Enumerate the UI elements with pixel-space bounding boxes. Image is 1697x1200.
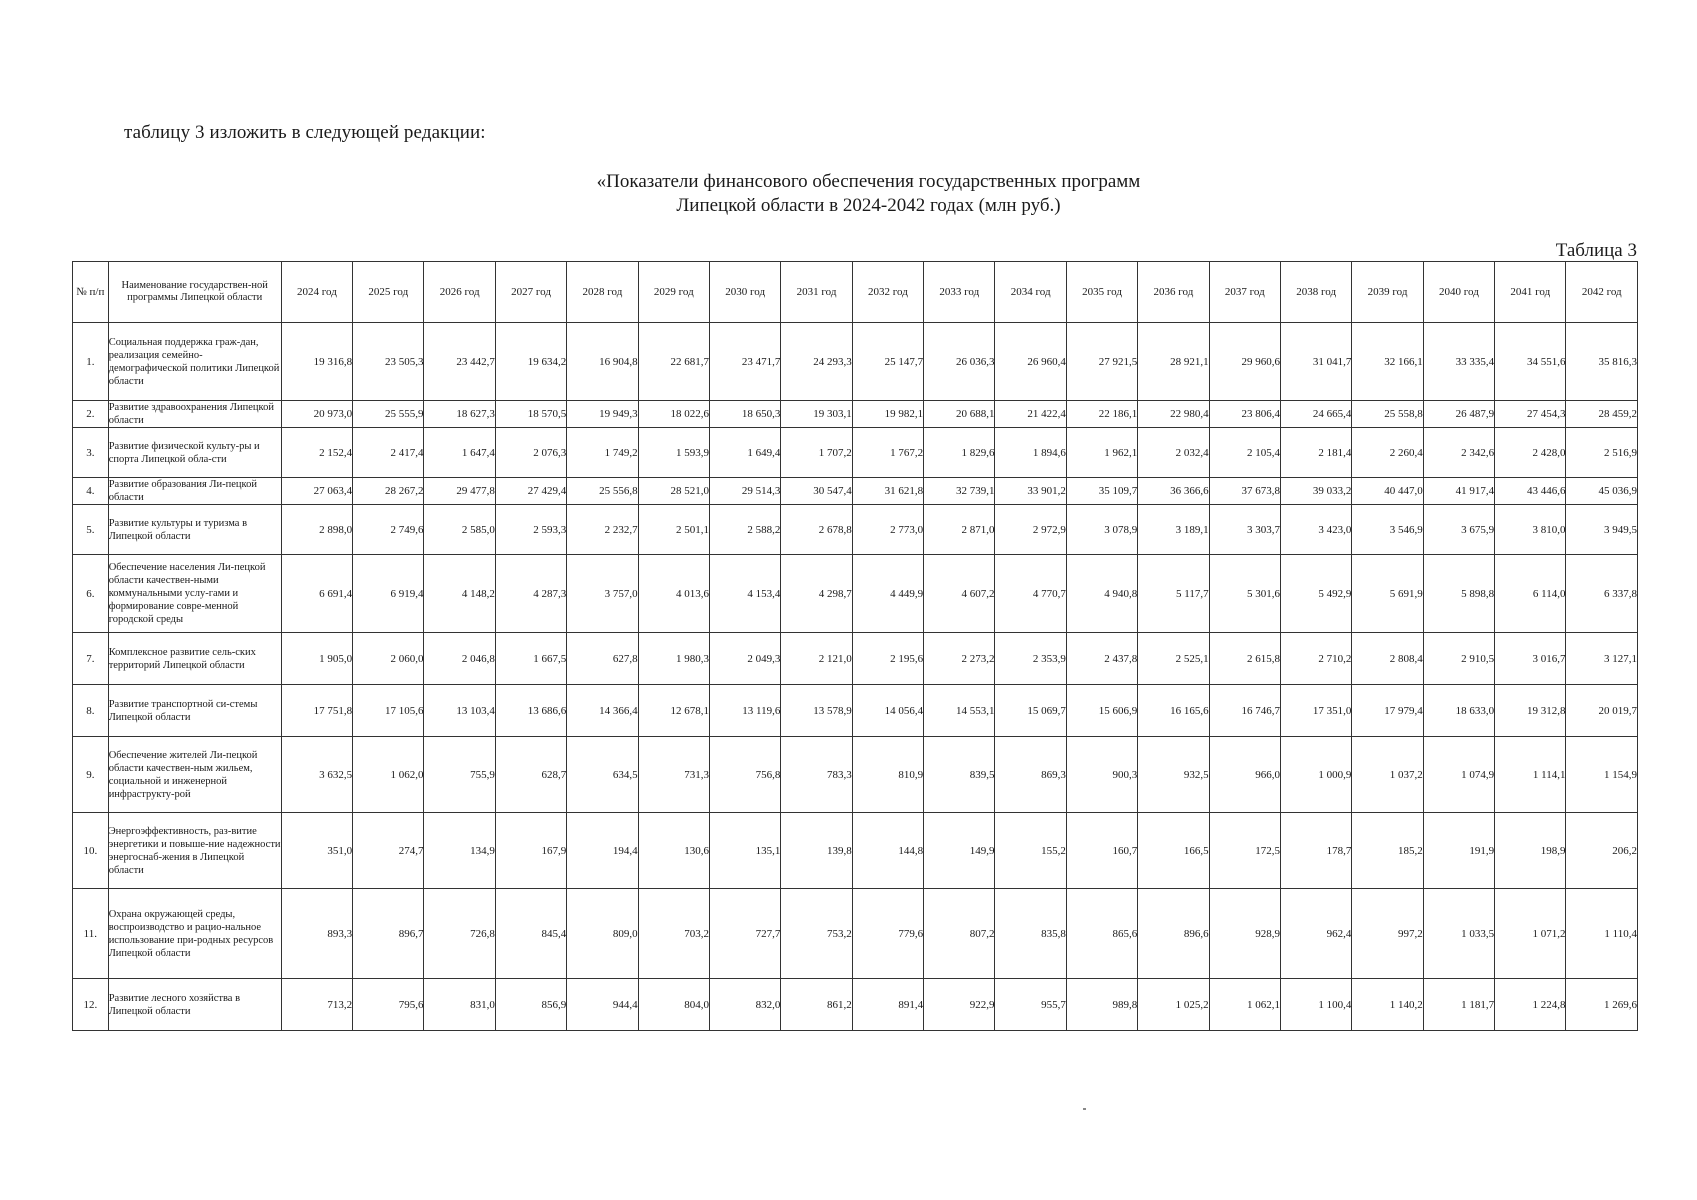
row-number: 3. — [73, 428, 109, 478]
header-year: 2026 год — [424, 262, 495, 323]
value-cell: 3 949,5 — [1566, 505, 1638, 555]
value-cell: 2 710,2 — [1280, 633, 1351, 685]
header-year: 2030 год — [709, 262, 780, 323]
value-cell: 928,9 — [1209, 889, 1280, 979]
value-cell: 944,4 — [567, 979, 638, 1031]
program-name: Развитие здравоохранения Липецкой области — [108, 401, 281, 428]
value-cell: 198,9 — [1495, 813, 1566, 889]
value-cell: 891,4 — [852, 979, 923, 1031]
value-cell: 20 688,1 — [924, 401, 995, 428]
value-cell: 22 980,4 — [1138, 401, 1209, 428]
table-row — [73, 685, 1638, 737]
table-row — [73, 633, 1638, 685]
row-number: 7. — [73, 633, 109, 685]
value-cell: 33 901,2 — [995, 478, 1066, 505]
value-cell: 1 749,2 — [567, 428, 638, 478]
value-cell: 1 649,4 — [709, 428, 780, 478]
value-cell: 23 471,7 — [709, 323, 780, 401]
value-cell: 809,0 — [567, 889, 638, 979]
header-year: 2040 год — [1423, 262, 1494, 323]
value-cell: 1 829,6 — [924, 428, 995, 478]
value-cell: 3 078,9 — [1066, 505, 1137, 555]
value-cell: 130,6 — [638, 813, 709, 889]
value-cell: 172,5 — [1209, 813, 1280, 889]
value-cell: 45 036,9 — [1566, 478, 1638, 505]
value-cell: 18 022,6 — [638, 401, 709, 428]
table-row — [73, 737, 1638, 813]
value-cell: 155,2 — [995, 813, 1066, 889]
value-cell: 19 316,8 — [281, 323, 352, 401]
value-cell: 1 062,0 — [353, 737, 424, 813]
value-cell: 2 898,0 — [281, 505, 352, 555]
value-cell: 2 678,8 — [781, 505, 852, 555]
value-cell: 779,6 — [852, 889, 923, 979]
value-cell: 2 501,1 — [638, 505, 709, 555]
value-cell: 835,8 — [995, 889, 1066, 979]
value-cell: 2 585,0 — [424, 505, 495, 555]
value-cell: 3 546,9 — [1352, 505, 1423, 555]
row-number: 2. — [73, 401, 109, 428]
value-cell: 755,9 — [424, 737, 495, 813]
value-cell: 139,8 — [781, 813, 852, 889]
value-cell: 24 665,4 — [1280, 401, 1351, 428]
value-cell: 2 615,8 — [1209, 633, 1280, 685]
value-cell: 25 555,9 — [353, 401, 424, 428]
value-cell: 22 186,1 — [1066, 401, 1137, 428]
value-cell: 22 681,7 — [638, 323, 709, 401]
value-cell: 1 074,9 — [1423, 737, 1494, 813]
value-cell: 27 454,3 — [1495, 401, 1566, 428]
value-cell: 1 025,2 — [1138, 979, 1209, 1031]
value-cell: 962,4 — [1280, 889, 1351, 979]
value-cell: 2 105,4 — [1209, 428, 1280, 478]
value-cell: 832,0 — [709, 979, 780, 1031]
value-cell: 17 979,4 — [1352, 685, 1423, 737]
header-year: 2032 год — [852, 262, 923, 323]
value-cell: 4 287,3 — [495, 555, 566, 633]
value-cell: 26 487,9 — [1423, 401, 1494, 428]
program-name: Развитие физической культу-ры и спорта Липецкой обла-сти — [108, 428, 281, 478]
program-name: Комплексное развитие сель-ских территорий Липецкой области — [108, 633, 281, 685]
table-row — [73, 401, 1638, 428]
value-cell: 33 335,4 — [1423, 323, 1494, 401]
value-cell: 6 337,8 — [1566, 555, 1638, 633]
value-cell: 19 303,1 — [781, 401, 852, 428]
value-cell: 13 103,4 — [424, 685, 495, 737]
value-cell: 1 269,6 — [1566, 979, 1638, 1031]
value-cell: 2 428,0 — [1495, 428, 1566, 478]
program-name: Социальная поддержка граж-дан, реализация семейно-демографической политики Липецкой области — [108, 323, 281, 401]
header-row — [73, 262, 1638, 323]
value-cell: 2 046,8 — [424, 633, 495, 685]
value-cell: 2 181,4 — [1280, 428, 1351, 478]
value-cell: 3 189,1 — [1138, 505, 1209, 555]
value-cell: 727,7 — [709, 889, 780, 979]
program-name: Развитие культуры и туризма в Липецкой области — [108, 505, 281, 555]
value-cell: 26 036,3 — [924, 323, 995, 401]
value-cell: 1 062,1 — [1209, 979, 1280, 1031]
value-cell: 37 673,8 — [1209, 478, 1280, 505]
header-year: 2033 год — [924, 262, 995, 323]
value-cell: 1 154,9 — [1566, 737, 1638, 813]
value-cell: 2 749,6 — [353, 505, 424, 555]
value-cell: 2 593,3 — [495, 505, 566, 555]
value-cell: 23 442,7 — [424, 323, 495, 401]
value-cell: 5 898,8 — [1423, 555, 1494, 633]
value-cell: 726,8 — [424, 889, 495, 979]
value-cell: 2 808,4 — [1352, 633, 1423, 685]
value-cell: 18 570,5 — [495, 401, 566, 428]
value-cell: 36 366,6 — [1138, 478, 1209, 505]
value-cell: 4 153,4 — [709, 555, 780, 633]
value-cell: 634,5 — [567, 737, 638, 813]
value-cell: 2 353,9 — [995, 633, 1066, 685]
value-cell: 900,3 — [1066, 737, 1137, 813]
value-cell: 14 056,4 — [852, 685, 923, 737]
header-year: 2042 год — [1566, 262, 1638, 323]
value-cell: 13 119,6 — [709, 685, 780, 737]
header-year: 2029 год — [638, 262, 709, 323]
row-number: 1. — [73, 323, 109, 401]
value-cell: 932,5 — [1138, 737, 1209, 813]
value-cell: 351,0 — [281, 813, 352, 889]
value-cell: 4 449,9 — [852, 555, 923, 633]
value-cell: 896,6 — [1138, 889, 1209, 979]
value-cell: 839,5 — [924, 737, 995, 813]
value-cell: 144,8 — [852, 813, 923, 889]
value-cell: 28 267,2 — [353, 478, 424, 505]
value-cell: 2 152,4 — [281, 428, 352, 478]
value-cell: 19 982,1 — [852, 401, 923, 428]
value-cell: 6 919,4 — [353, 555, 424, 633]
value-cell: 31 041,7 — [1280, 323, 1351, 401]
value-cell: 29 477,8 — [424, 478, 495, 505]
value-cell: 17 351,0 — [1280, 685, 1351, 737]
value-cell: 4 013,6 — [638, 555, 709, 633]
value-cell: 3 757,0 — [567, 555, 638, 633]
value-cell: 5 691,9 — [1352, 555, 1423, 633]
header-year: 2035 год — [1066, 262, 1137, 323]
value-cell: 1 114,1 — [1495, 737, 1566, 813]
value-cell: 869,3 — [995, 737, 1066, 813]
value-cell: 1 181,7 — [1423, 979, 1494, 1031]
value-cell: 861,2 — [781, 979, 852, 1031]
value-cell: 29 960,6 — [1209, 323, 1280, 401]
value-cell: 13 686,6 — [495, 685, 566, 737]
table-row — [73, 979, 1638, 1031]
program-name: Развитие лесного хозяйства в Липецкой области — [108, 979, 281, 1031]
header-year: 2039 год — [1352, 262, 1423, 323]
value-cell: 166,5 — [1138, 813, 1209, 889]
value-cell: 2 032,4 — [1138, 428, 1209, 478]
value-cell: 30 547,4 — [781, 478, 852, 505]
value-cell: 26 960,4 — [995, 323, 1066, 401]
value-cell: 896,7 — [353, 889, 424, 979]
value-cell: 35 109,7 — [1066, 478, 1137, 505]
value-cell: 135,1 — [709, 813, 780, 889]
value-cell: 810,9 — [852, 737, 923, 813]
value-cell: 18 633,0 — [1423, 685, 1494, 737]
value-cell: 627,8 — [567, 633, 638, 685]
value-cell: 160,7 — [1066, 813, 1137, 889]
value-cell: 783,3 — [781, 737, 852, 813]
value-cell: 1 647,4 — [424, 428, 495, 478]
value-cell: 194,4 — [567, 813, 638, 889]
intro-text: таблицу 3 изложить в следующей редакции: — [124, 122, 486, 143]
program-name: Развитие транспортной си-стемы Липецкой области — [108, 685, 281, 737]
row-number: 12. — [73, 979, 109, 1031]
value-cell: 628,7 — [495, 737, 566, 813]
stray-mark — [1083, 1108, 1086, 1110]
value-cell: 191,9 — [1423, 813, 1494, 889]
value-cell: 2 437,8 — [1066, 633, 1137, 685]
value-cell: 713,2 — [281, 979, 352, 1031]
value-cell: 16 904,8 — [567, 323, 638, 401]
value-cell: 20 973,0 — [281, 401, 352, 428]
program-name: Охрана окружающей среды, воспроизводство и рацио-нальное использование при-родных ресурсов Липецкой области — [108, 889, 281, 979]
value-cell: 1 593,9 — [638, 428, 709, 478]
value-cell: 2 076,3 — [495, 428, 566, 478]
value-cell: 2 049,3 — [709, 633, 780, 685]
title-line-2: Липецкой области в 2024-2042 годах (млн руб.) — [676, 195, 1061, 216]
row-number: 8. — [73, 685, 109, 737]
table-row — [73, 555, 1638, 633]
value-cell: 20 019,7 — [1566, 685, 1638, 737]
value-cell: 2 232,7 — [567, 505, 638, 555]
header-year: 2031 год — [781, 262, 852, 323]
header-year: 2041 год — [1495, 262, 1566, 323]
value-cell: 15 606,9 — [1066, 685, 1137, 737]
value-cell: 2 516,9 — [1566, 428, 1638, 478]
value-cell: 167,9 — [495, 813, 566, 889]
value-cell: 12 678,1 — [638, 685, 709, 737]
value-cell: 2 121,0 — [781, 633, 852, 685]
value-cell: 19 312,8 — [1495, 685, 1566, 737]
program-name: Обеспечение жителей Ли-пецкой области качествен-ным жильем, социальной и инженерной инфраструкту-рой — [108, 737, 281, 813]
value-cell: 922,9 — [924, 979, 995, 1031]
value-cell: 2 273,2 — [924, 633, 995, 685]
value-cell: 4 770,7 — [995, 555, 1066, 633]
value-cell: 2 972,9 — [995, 505, 1066, 555]
value-cell: 15 069,7 — [995, 685, 1066, 737]
value-cell: 2 525,1 — [1138, 633, 1209, 685]
value-cell: 25 556,8 — [567, 478, 638, 505]
value-cell: 893,3 — [281, 889, 352, 979]
value-cell: 997,2 — [1352, 889, 1423, 979]
value-cell: 2 588,2 — [709, 505, 780, 555]
value-cell: 185,2 — [1352, 813, 1423, 889]
table-row — [73, 813, 1638, 889]
value-cell: 39 033,2 — [1280, 478, 1351, 505]
value-cell: 2 342,6 — [1423, 428, 1494, 478]
value-cell: 6 114,0 — [1495, 555, 1566, 633]
value-cell: 795,6 — [353, 979, 424, 1031]
row-number: 10. — [73, 813, 109, 889]
value-cell: 34 551,6 — [1495, 323, 1566, 401]
value-cell: 19 949,3 — [567, 401, 638, 428]
header-year: 2038 год — [1280, 262, 1351, 323]
value-cell: 856,9 — [495, 979, 566, 1031]
value-cell: 1 905,0 — [281, 633, 352, 685]
value-cell: 14 553,1 — [924, 685, 995, 737]
value-cell: 3 810,0 — [1495, 505, 1566, 555]
table-label: Таблица 3 — [1555, 240, 1637, 261]
row-number: 11. — [73, 889, 109, 979]
value-cell: 17 105,6 — [353, 685, 424, 737]
program-name: Обеспечение населения Ли-пецкой области качествен-ными коммунальными услу-гами и формирование совре-менной городской среды — [108, 555, 281, 633]
value-cell: 18 627,3 — [424, 401, 495, 428]
value-cell: 955,7 — [995, 979, 1066, 1031]
header-year: 2036 год — [1138, 262, 1209, 323]
value-cell: 28 459,2 — [1566, 401, 1638, 428]
value-cell: 3 016,7 — [1495, 633, 1566, 685]
row-number: 5. — [73, 505, 109, 555]
value-cell: 804,0 — [638, 979, 709, 1031]
value-cell: 3 423,0 — [1280, 505, 1351, 555]
value-cell: 4 148,2 — [424, 555, 495, 633]
value-cell: 27 063,4 — [281, 478, 352, 505]
value-cell: 24 293,3 — [781, 323, 852, 401]
value-cell: 4 298,7 — [781, 555, 852, 633]
value-cell: 25 558,8 — [1352, 401, 1423, 428]
financial-table — [72, 261, 1638, 1031]
value-cell: 2 260,4 — [1352, 428, 1423, 478]
value-cell: 18 650,3 — [709, 401, 780, 428]
value-cell: 1 224,8 — [1495, 979, 1566, 1031]
value-cell: 1 071,2 — [1495, 889, 1566, 979]
value-cell: 6 691,4 — [281, 555, 352, 633]
value-cell: 1 894,6 — [995, 428, 1066, 478]
value-cell: 31 621,8 — [852, 478, 923, 505]
value-cell: 16 165,6 — [1138, 685, 1209, 737]
value-cell: 1 962,1 — [1066, 428, 1137, 478]
value-cell: 5 301,6 — [1209, 555, 1280, 633]
value-cell: 178,7 — [1280, 813, 1351, 889]
value-cell: 13 578,9 — [781, 685, 852, 737]
value-cell: 1 667,5 — [495, 633, 566, 685]
value-cell: 1 140,2 — [1352, 979, 1423, 1031]
table-row — [73, 478, 1638, 505]
value-cell: 19 634,2 — [495, 323, 566, 401]
value-cell: 1 110,4 — [1566, 889, 1638, 979]
value-cell: 753,2 — [781, 889, 852, 979]
value-cell: 5 492,9 — [1280, 555, 1351, 633]
value-cell: 989,8 — [1066, 979, 1137, 1031]
header-year: 2024 год — [281, 262, 352, 323]
value-cell: 756,8 — [709, 737, 780, 813]
value-cell: 3 303,7 — [1209, 505, 1280, 555]
value-cell: 21 422,4 — [995, 401, 1066, 428]
value-cell: 17 751,8 — [281, 685, 352, 737]
value-cell: 134,9 — [424, 813, 495, 889]
value-cell: 28 921,1 — [1138, 323, 1209, 401]
document-title — [0, 170, 1697, 218]
value-cell: 2 773,0 — [852, 505, 923, 555]
value-cell: 1 000,9 — [1280, 737, 1351, 813]
value-cell: 2 195,6 — [852, 633, 923, 685]
value-cell: 1 100,4 — [1280, 979, 1351, 1031]
value-cell: 25 147,7 — [852, 323, 923, 401]
value-cell: 28 521,0 — [638, 478, 709, 505]
value-cell: 32 739,1 — [924, 478, 995, 505]
row-number: 9. — [73, 737, 109, 813]
value-cell: 27 921,5 — [1066, 323, 1137, 401]
table-row — [73, 428, 1638, 478]
value-cell: 23 806,4 — [1209, 401, 1280, 428]
value-cell: 32 166,1 — [1352, 323, 1423, 401]
title-line-1: «Показатели финансового обеспечения государственных программ — [596, 171, 1141, 192]
value-cell: 43 446,6 — [1495, 478, 1566, 505]
header-year: 2034 год — [995, 262, 1066, 323]
value-cell: 23 505,3 — [353, 323, 424, 401]
value-cell: 41 917,4 — [1423, 478, 1494, 505]
table-row — [73, 323, 1638, 401]
value-cell: 1 980,3 — [638, 633, 709, 685]
value-cell: 807,2 — [924, 889, 995, 979]
value-cell: 3 632,5 — [281, 737, 352, 813]
value-cell: 2 910,5 — [1423, 633, 1494, 685]
value-cell: 4 940,8 — [1066, 555, 1137, 633]
value-cell: 731,3 — [638, 737, 709, 813]
value-cell: 5 117,7 — [1138, 555, 1209, 633]
table-row — [73, 505, 1638, 555]
value-cell: 35 816,3 — [1566, 323, 1638, 401]
row-number: 6. — [73, 555, 109, 633]
header-year: 2025 год — [353, 262, 424, 323]
header-year: 2037 год — [1209, 262, 1280, 323]
value-cell: 1 033,5 — [1423, 889, 1494, 979]
header-year: 2028 год — [567, 262, 638, 323]
header-year: 2027 год — [495, 262, 566, 323]
value-cell: 16 746,7 — [1209, 685, 1280, 737]
value-cell: 865,6 — [1066, 889, 1137, 979]
value-cell: 966,0 — [1209, 737, 1280, 813]
header-num: № п/п — [73, 262, 109, 323]
value-cell: 1 037,2 — [1352, 737, 1423, 813]
value-cell: 206,2 — [1566, 813, 1638, 889]
program-name: Развитие образования Ли-пецкой области — [108, 478, 281, 505]
value-cell: 4 607,2 — [924, 555, 995, 633]
value-cell: 14 366,4 — [567, 685, 638, 737]
value-cell: 845,4 — [495, 889, 566, 979]
value-cell: 2 417,4 — [353, 428, 424, 478]
value-cell: 2 060,0 — [353, 633, 424, 685]
table-row — [73, 889, 1638, 979]
value-cell: 274,7 — [353, 813, 424, 889]
header-name: Наименование государствен-ной программы Липецкой области — [108, 262, 281, 323]
value-cell: 2 871,0 — [924, 505, 995, 555]
value-cell: 3 675,9 — [1423, 505, 1494, 555]
value-cell: 1 767,2 — [852, 428, 923, 478]
row-number: 4. — [73, 478, 109, 505]
value-cell: 29 514,3 — [709, 478, 780, 505]
value-cell: 1 707,2 — [781, 428, 852, 478]
value-cell: 149,9 — [924, 813, 995, 889]
value-cell: 703,2 — [638, 889, 709, 979]
value-cell: 40 447,0 — [1352, 478, 1423, 505]
value-cell: 27 429,4 — [495, 478, 566, 505]
program-name: Энергоэффективность, раз-витие энергетики и повыше-ние надежности энергоснаб-жения в Липецкой области — [108, 813, 281, 889]
value-cell: 831,0 — [424, 979, 495, 1031]
value-cell: 3 127,1 — [1566, 633, 1638, 685]
